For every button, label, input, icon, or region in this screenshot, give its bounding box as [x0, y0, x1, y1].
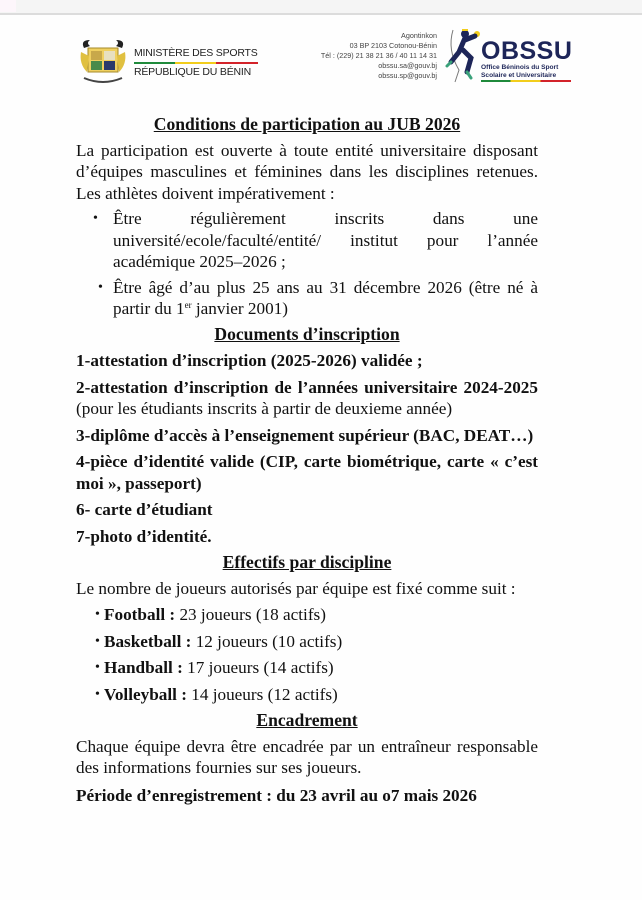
contact-line: Agontinkon — [401, 31, 437, 40]
flag-stripe — [134, 62, 258, 64]
contact-line: Tél : (229) 21 38 21 36 / 40 11 14 31 — [320, 51, 437, 60]
encadrement-text: Chaque équipe devra être encadrée par un entraîneur responsable des informations fournies sur ses joueurs. — [76, 736, 538, 777]
contact-line: 03 BP 2103 Cotonou-Bénin — [349, 41, 437, 50]
obssu-logo — [481, 38, 572, 82]
sport-item: • Handball : 17 joueurs (14 actifs) — [95, 658, 334, 677]
obssu-name-line2: Scolaire et Universitaire — [481, 72, 557, 79]
encadrement-title: Encadrement — [256, 710, 358, 730]
registration-period: Période d’enregistrement : du 23 avril au o7 mais 2026 — [76, 785, 477, 805]
effectifs-intro: Le nombre de joueurs autorisés par équipe est fixé comme suit : — [76, 578, 516, 598]
ministry-name: MINISTÈRE DES SPORTS — [134, 47, 258, 59]
conditions-intro: La participation est ouverte à toute entité universitaire disposant d’équipes masculines et féminines dans les disciplines retenues. Les athlètes doivent impérativement : — [76, 140, 538, 203]
condition-bullet: • Être âgé d’au plus 25 ans au 31 décembre 2026 (être né à partir du 1er janvier 2001) — [98, 277, 538, 318]
sport-item: • Football : 23 joueurs (18 actifs) — [95, 605, 326, 624]
effectifs-title: Effectifs par discipline — [222, 552, 392, 572]
bullet-icon: • — [98, 279, 103, 295]
document-item: 7-photo d’identité. — [76, 526, 212, 546]
ministry-header — [78, 38, 258, 88]
documents-title: Documents d’inscription — [214, 323, 400, 344]
republic-name: RÉPUBLIQUE DU BÉNIN — [134, 66, 251, 78]
document-body — [76, 114, 538, 806]
viewer-top-bar — [0, 0, 642, 15]
contact-email: obssu.sp@gouv.bj — [378, 71, 437, 80]
contact-email: obssu.sa@gouv.bj — [378, 61, 437, 70]
condition-bullet: • Être régulièrement inscrits dans une université/ecole/faculté/entité/ institut pour l’année académique 2025–2026 ; — [93, 209, 538, 271]
obssu-acronym: OBSSU — [481, 37, 573, 65]
sport-item: • Volleyball : 14 joueurs (12 actifs) — [95, 684, 338, 704]
bullet-icon: • — [95, 686, 100, 702]
obssu-name-line1: Office Béninois du Sport — [481, 64, 559, 71]
document-item: 6- carte d’étudiant — [76, 500, 213, 519]
bullet-icon: • — [93, 211, 98, 226]
benin-coat-of-arms-icon — [78, 38, 128, 88]
flag-stripe — [481, 80, 571, 82]
bullet-icon: • — [95, 660, 100, 675]
bullet-icon: • — [95, 633, 100, 649]
contact-block — [300, 31, 437, 81]
document-item: 4-pièce d’identité valide (CIP, carte biométrique, carte « c’est moi », passeport) — [76, 452, 538, 493]
conditions-title: Conditions de participation au JUB 2026 — [153, 114, 461, 134]
viewer-tab[interactable] — [0, 0, 16, 12]
sport-item: • Basketball : 12 joueurs (10 actifs) — [95, 631, 343, 651]
document-item: 1-attestation d’inscription (2025-2026) validée ; — [76, 351, 423, 370]
document-item: 3-diplôme d’accès à l’enseignement supérieur (BAC, DEAT…) — [76, 425, 534, 445]
document-item: 2-attestation d’inscription de l’années universitaire 2024-2025 (pour les étudiants inscrits à partir de deuxieme année) — [76, 377, 538, 418]
bullet-icon: • — [95, 607, 100, 622]
